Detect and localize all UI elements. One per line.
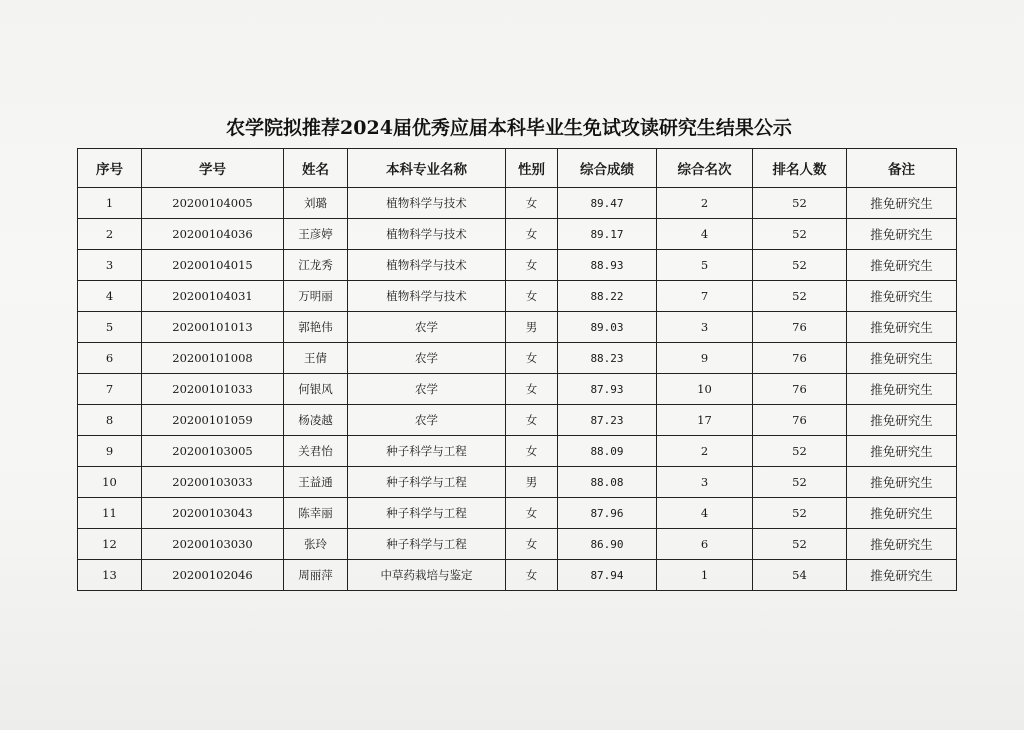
cell-gender: 女	[506, 405, 558, 436]
cell-rank: 3	[657, 467, 753, 498]
table-row	[78, 219, 957, 250]
table-row	[78, 250, 957, 281]
cell-gender: 女	[506, 219, 558, 250]
cell-student-id: 20200103005	[142, 436, 284, 467]
cell-name: 关君怡	[284, 436, 348, 467]
cell-major: 中草药栽培与鉴定	[348, 560, 506, 591]
cell-remarks: 推免研究生	[847, 312, 957, 343]
cell-rank: 2	[657, 436, 753, 467]
cell-major: 种子科学与工程	[348, 436, 506, 467]
cell-student-id: 20200104005	[142, 188, 284, 219]
cell-remarks: 推免研究生	[847, 529, 957, 560]
header-major: 本科专业名称	[348, 149, 506, 188]
header-gender: 性别	[506, 149, 558, 188]
cell-rank: 17	[657, 405, 753, 436]
cell-name: 江龙秀	[284, 250, 348, 281]
cell-score: 87.93	[558, 374, 657, 405]
cell-remarks: 推免研究生	[847, 467, 957, 498]
cell-gender: 女	[506, 436, 558, 467]
cell-major: 植物科学与技术	[348, 188, 506, 219]
header-remarks: 备注	[847, 149, 957, 188]
cell-rank: 5	[657, 250, 753, 281]
cell-ranked-count: 54	[753, 560, 847, 591]
cell-major: 农学	[348, 405, 506, 436]
table-row	[78, 529, 957, 560]
header-row	[78, 149, 957, 188]
cell-student-id: 20200104015	[142, 250, 284, 281]
table-row	[78, 312, 957, 343]
cell-score: 88.22	[558, 281, 657, 312]
cell-score: 88.08	[558, 467, 657, 498]
cell-ranked-count: 52	[753, 498, 847, 529]
cell-index: 9	[78, 436, 142, 467]
cell-major: 种子科学与工程	[348, 467, 506, 498]
cell-score: 87.94	[558, 560, 657, 591]
table-row	[78, 374, 957, 405]
cell-score: 88.23	[558, 343, 657, 374]
cell-remarks: 推免研究生	[847, 560, 957, 591]
cell-rank: 6	[657, 529, 753, 560]
cell-major: 种子科学与工程	[348, 498, 506, 529]
cell-major: 农学	[348, 374, 506, 405]
document-title: 农学院拟推荐2024届优秀应届本科毕业生免试攻读研究生结果公示	[226, 117, 792, 139]
cell-rank: 4	[657, 219, 753, 250]
cell-name: 王倩	[284, 343, 348, 374]
cell-rank: 1	[657, 560, 753, 591]
cell-score: 89.47	[558, 188, 657, 219]
cell-rank: 3	[657, 312, 753, 343]
cell-index: 7	[78, 374, 142, 405]
cell-name: 刘璐	[284, 188, 348, 219]
cell-ranked-count: 52	[753, 281, 847, 312]
cell-major: 农学	[348, 312, 506, 343]
table-header	[78, 149, 957, 188]
header-name: 姓名	[284, 149, 348, 188]
cell-index: 10	[78, 467, 142, 498]
cell-major: 植物科学与技术	[348, 281, 506, 312]
cell-remarks: 推免研究生	[847, 374, 957, 405]
cell-score: 89.03	[558, 312, 657, 343]
cell-remarks: 推免研究生	[847, 188, 957, 219]
cell-gender: 女	[506, 529, 558, 560]
cell-gender: 女	[506, 188, 558, 219]
cell-major: 植物科学与技术	[348, 219, 506, 250]
cell-gender: 男	[506, 467, 558, 498]
cell-ranked-count: 76	[753, 405, 847, 436]
cell-student-id: 20200101013	[142, 312, 284, 343]
cell-student-id: 20200101008	[142, 343, 284, 374]
cell-gender: 女	[506, 343, 558, 374]
cell-name: 王彦婷	[284, 219, 348, 250]
cell-index: 5	[78, 312, 142, 343]
cell-rank: 9	[657, 343, 753, 374]
cell-major: 植物科学与技术	[348, 250, 506, 281]
cell-student-id: 20200101059	[142, 405, 284, 436]
cell-student-id: 20200103030	[142, 529, 284, 560]
cell-index: 1	[78, 188, 142, 219]
cell-index: 6	[78, 343, 142, 374]
cell-score: 88.09	[558, 436, 657, 467]
cell-name: 王益通	[284, 467, 348, 498]
cell-gender: 女	[506, 250, 558, 281]
cell-index: 13	[78, 560, 142, 591]
table-row	[78, 560, 957, 591]
cell-ranked-count: 76	[753, 343, 847, 374]
cell-name: 周丽萍	[284, 560, 348, 591]
cell-ranked-count: 76	[753, 374, 847, 405]
cell-student-id: 20200101033	[142, 374, 284, 405]
table-row	[78, 436, 957, 467]
cell-rank: 4	[657, 498, 753, 529]
cell-gender: 男	[506, 312, 558, 343]
table-row	[78, 343, 957, 374]
cell-index: 8	[78, 405, 142, 436]
cell-student-id: 20200104036	[142, 219, 284, 250]
header-ranked-count: 排名人数	[753, 149, 847, 188]
cell-ranked-count: 52	[753, 467, 847, 498]
cell-student-id: 20200104031	[142, 281, 284, 312]
cell-index: 12	[78, 529, 142, 560]
cell-ranked-count: 52	[753, 436, 847, 467]
cell-remarks: 推免研究生	[847, 436, 957, 467]
cell-score: 89.17	[558, 219, 657, 250]
cell-student-id: 20200103033	[142, 467, 284, 498]
cell-index: 11	[78, 498, 142, 529]
header-rank: 综合名次	[657, 149, 753, 188]
cell-student-id: 20200103043	[142, 498, 284, 529]
cell-index: 3	[78, 250, 142, 281]
table-row	[78, 405, 957, 436]
cell-name: 陈幸丽	[284, 498, 348, 529]
header-score: 综合成绩	[558, 149, 657, 188]
cell-ranked-count: 52	[753, 529, 847, 560]
cell-gender: 女	[506, 560, 558, 591]
cell-remarks: 推免研究生	[847, 250, 957, 281]
cell-name: 张玲	[284, 529, 348, 560]
cell-name: 万明丽	[284, 281, 348, 312]
cell-score: 88.93	[558, 250, 657, 281]
cell-score: 86.90	[558, 529, 657, 560]
table-row	[78, 467, 957, 498]
cell-student-id: 20200102046	[142, 560, 284, 591]
table-row	[78, 281, 957, 312]
cell-remarks: 推免研究生	[847, 343, 957, 374]
cell-gender: 女	[506, 374, 558, 405]
cell-remarks: 推免研究生	[847, 219, 957, 250]
cell-name: 郭艳伟	[284, 312, 348, 343]
cell-score: 87.96	[558, 498, 657, 529]
cell-ranked-count: 52	[753, 188, 847, 219]
cell-ranked-count: 52	[753, 250, 847, 281]
cell-name: 杨凌越	[284, 405, 348, 436]
cell-score: 87.23	[558, 405, 657, 436]
cell-rank: 7	[657, 281, 753, 312]
cell-ranked-count: 76	[753, 312, 847, 343]
table-row	[78, 188, 957, 219]
cell-major: 种子科学与工程	[348, 529, 506, 560]
results-table	[77, 148, 957, 591]
cell-remarks: 推免研究生	[847, 281, 957, 312]
cell-index: 4	[78, 281, 142, 312]
header-index: 序号	[78, 149, 142, 188]
cell-gender: 女	[506, 498, 558, 529]
table-body	[78, 188, 957, 591]
cell-major: 农学	[348, 343, 506, 374]
cell-ranked-count: 52	[753, 219, 847, 250]
cell-index: 2	[78, 219, 142, 250]
cell-rank: 10	[657, 374, 753, 405]
cell-remarks: 推免研究生	[847, 405, 957, 436]
header-student-id: 学号	[142, 149, 284, 188]
table-row	[78, 498, 957, 529]
cell-gender: 女	[506, 281, 558, 312]
cell-rank: 2	[657, 188, 753, 219]
cell-remarks: 推免研究生	[847, 498, 957, 529]
cell-name: 何银风	[284, 374, 348, 405]
